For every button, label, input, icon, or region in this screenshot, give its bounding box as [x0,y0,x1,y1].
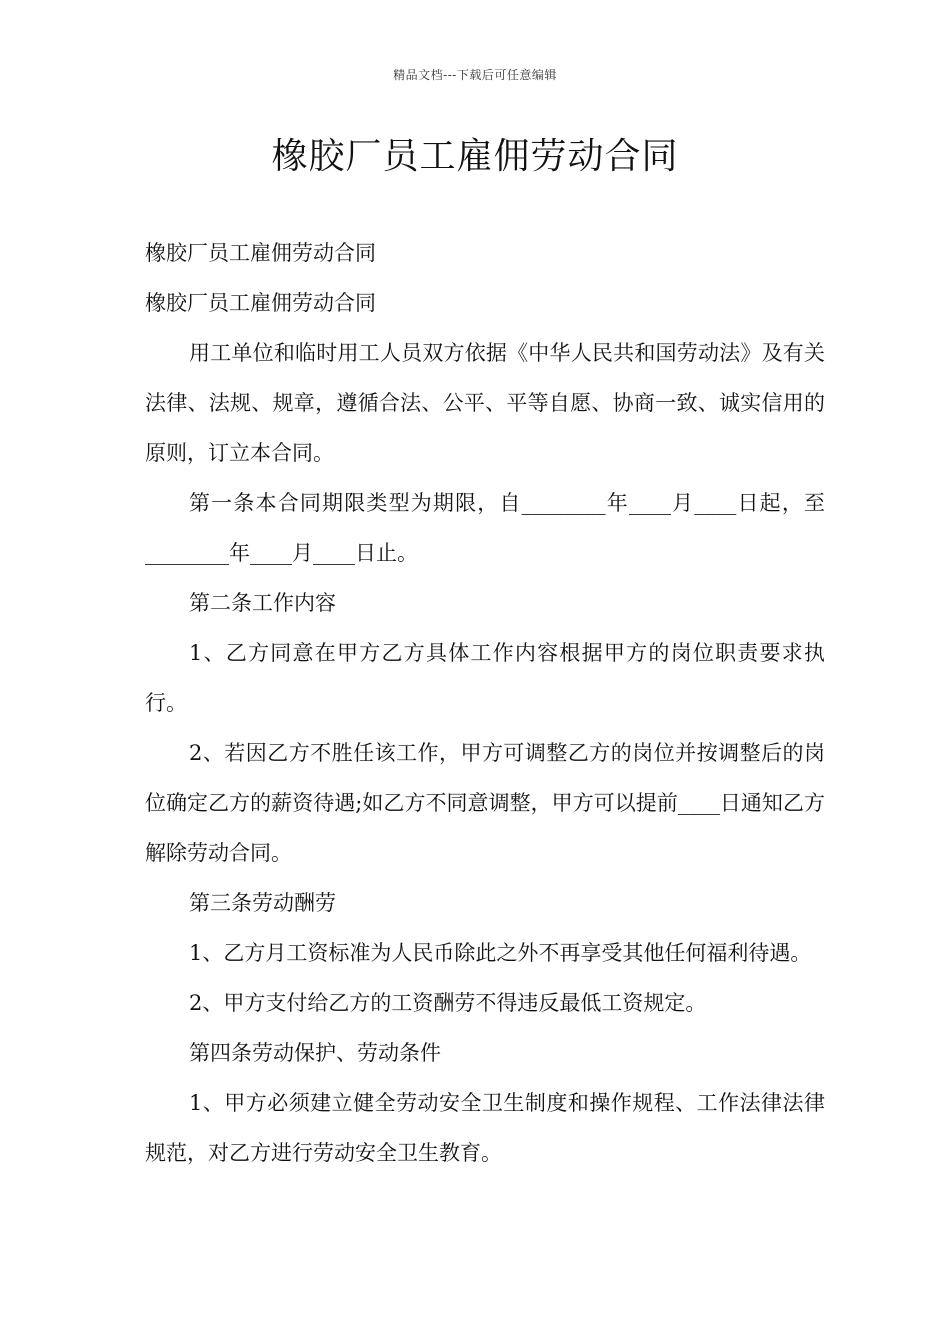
header-note: 精品文档---下载后可任意编辑 [393,68,557,82]
paragraph-article-3-heading: 第三条劳动酬劳 [189,891,336,915]
paragraph-subtitle-1: 橡胶厂员工雇佣劳动合同 [145,241,376,265]
paragraph-article-2-item-1: 1、乙方同意在甲方乙方具体工作内容根据甲方的岗位职责要求执行。 [145,641,825,715]
paragraph-article-3-item-1: 1、乙方月工资标准为人民币除此之外不再享受其他任何福利待遇。 [189,941,812,965]
paragraph-article-4-item-1: 1、甲方必须建立健全劳动安全卫生制度和操作规程、工作法律法律规范，对乙方进行劳动安全卫生教育。 [145,1091,825,1165]
paragraph-article-3-item-2: 2、甲方支付给乙方的工资酬劳不得违反最低工资规定。 [189,991,707,1015]
document-body [145,228,825,1178]
paragraph-article-1: 第一条本合同期限类型为期限，自________年____月____日起，至________年____月____日止。 [145,491,825,565]
paragraph-article-2-item-2: 2、若因乙方不胜任该工作，甲方可调整乙方的岗位并按调整后的岗位确定乙方的薪资待遇;如乙方不同意调整，甲方可以提前____日通知乙方解除劳动合同。 [145,741,825,865]
paragraph-article-2-heading: 第二条工作内容 [189,591,336,615]
document-title: 橡胶厂员工雇佣劳动合同 [271,136,679,177]
paragraph-article-4-heading: 第四条劳动保护、劳动条件 [189,1041,441,1065]
paragraph-subtitle-2: 橡胶厂员工雇佣劳动合同 [145,291,376,315]
paragraph-preamble: 用工单位和临时用工人员双方依据《中华人民共和国劳动法》及有关法律、法规、规章，遵循合法、公平、平等自愿、协商一致、诚实信用的原则，订立本合同。 [145,341,825,465]
